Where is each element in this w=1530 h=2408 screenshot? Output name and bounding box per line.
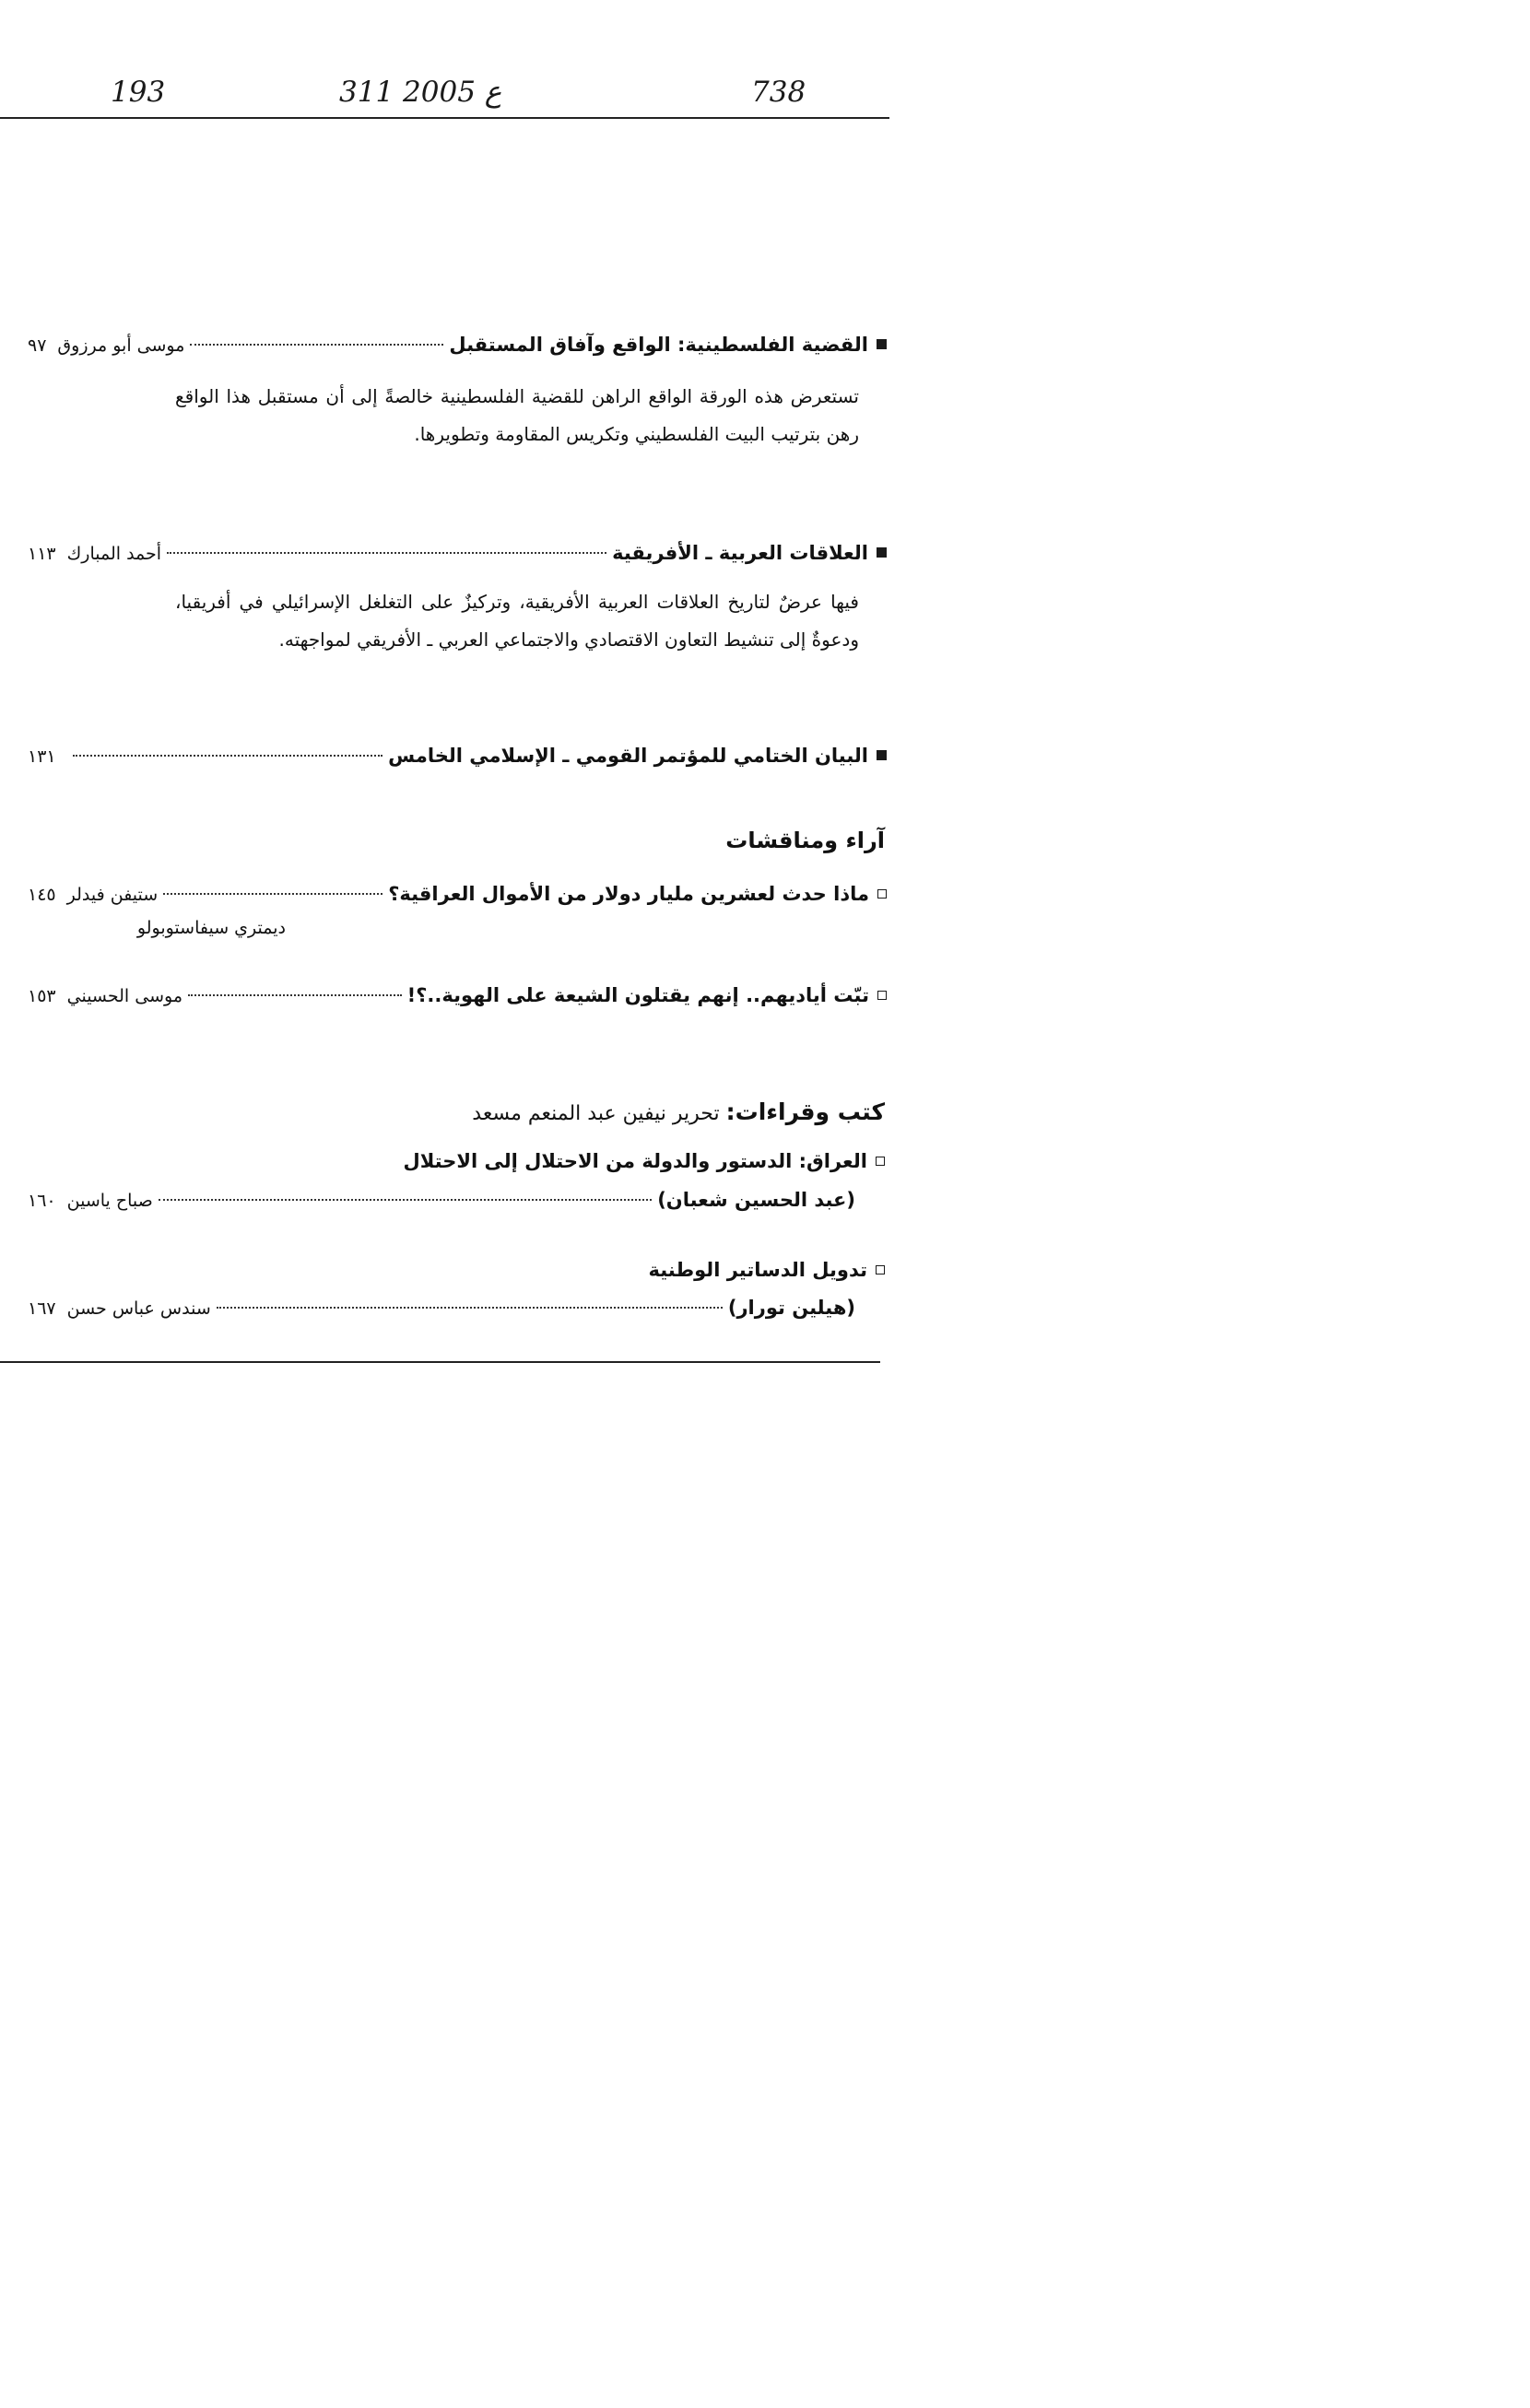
toc-entry[interactable]	[28, 883, 887, 905]
bullet-box-icon	[876, 1265, 885, 1274]
entry-page-number: ١٣١	[28, 746, 56, 767]
entry-title: تبّت أياديهم.. إنهم يقتلون الشيعة على الهوية..؟!	[406, 984, 869, 1006]
toc-entry[interactable]	[28, 984, 887, 1006]
dot-leader	[190, 344, 443, 346]
entry-abstract: فيها عرضٌ لتاريخ العلاقات العربية الأفريقية، وتركيزٌ على التغلغل الإسرائيلي في أفريقيا، ودعوةٌ إلى تنشيط التعاون الاقتصادي والاجتماعي العربي ـ الأفريقي لمواجهته.	[175, 591, 859, 651]
toc-entry[interactable]	[28, 745, 887, 767]
handwritten-issue-year: 311 ع 2005	[339, 76, 502, 109]
dot-leader	[167, 552, 606, 554]
entry-title: البيان الختامي للمؤتمر القومي ـ الإسلامي الخامس	[388, 745, 868, 767]
toc-entry[interactable]	[28, 1297, 855, 1319]
entry-page-number: ١٤٥	[28, 885, 56, 905]
books-editor: تحرير نيفين عبد المنعم مسعد	[472, 1102, 720, 1125]
toc-entry[interactable]	[28, 334, 887, 356]
bullet-box-icon	[876, 1157, 885, 1166]
book-author: (هيلين تورار)	[727, 1297, 855, 1319]
toc-entry[interactable]	[28, 1189, 855, 1211]
bottom-rule	[0, 1361, 880, 1363]
book-title-line[interactable]	[648, 1259, 885, 1281]
entry-author: أحمد المبارك	[66, 544, 162, 564]
book-title-line[interactable]	[403, 1150, 885, 1172]
book-title: تدويل الدساتير الوطنية	[648, 1259, 867, 1281]
entry-title: القضية الفلسطينية: الواقع وآفاق المستقبل	[449, 334, 868, 356]
entry-author: موسى الحسيني	[66, 986, 182, 1006]
section-heading-opinions: آراء ومناقشات	[725, 828, 885, 853]
entry-page-number: ٩٧	[28, 335, 47, 356]
entry-reviewer: صباح ياسين	[66, 1191, 153, 1211]
entry-page-number: ١٦٧	[28, 1298, 56, 1319]
dot-leader	[188, 994, 402, 996]
bullet-square-icon	[877, 339, 887, 349]
entry-second-author: ديمتري سيفاستوبولو	[136, 918, 286, 938]
bullet-square-icon	[877, 547, 887, 558]
bullet-square-icon	[877, 750, 887, 760]
books-heading-label: كتب وقراءات:	[725, 1098, 885, 1125]
entry-title: ماذا حدث لعشرين مليار دولار من الأموال العراقية؟	[388, 883, 869, 905]
section-heading-books	[472, 1098, 885, 1125]
entry-abstract: تستعرض هذه الورقة الواقع الراهن للقضية الفلسطينية خالصةً إلى أن مستقبل هذا الواقع رهن بترتيب البيت الفلسطيني وتكريس المقاومة وتطويرها.	[175, 385, 859, 445]
top-rule	[0, 117, 889, 119]
entry-page-number: ١١٣	[28, 544, 56, 564]
entry-title: العلاقات العربية ـ الأفريقية	[612, 542, 868, 564]
dot-leader	[163, 893, 382, 895]
toc-entry[interactable]	[28, 542, 887, 564]
dot-leader	[159, 1199, 652, 1201]
entry-page-number: ١٥٣	[28, 986, 56, 1006]
book-title: العراق: الدستور والدولة من الاحتلال إلى الاحتلال	[403, 1150, 867, 1172]
dot-leader	[73, 755, 383, 757]
bullet-box-icon	[877, 991, 887, 1000]
entry-author: موسى أبو مرزوق	[57, 335, 185, 356]
entry-author: ستيفن فيدلر	[66, 885, 159, 905]
bullet-box-icon	[877, 889, 887, 899]
entry-reviewer: سندس عباس حسن	[66, 1298, 211, 1319]
handwritten-number-left: 193	[111, 76, 166, 109]
dot-leader	[217, 1307, 723, 1309]
handwritten-number-right: 738	[751, 76, 806, 109]
book-author: (عبد الحسين شعبان)	[657, 1189, 855, 1211]
entry-page-number: ١٦٠	[28, 1191, 56, 1211]
